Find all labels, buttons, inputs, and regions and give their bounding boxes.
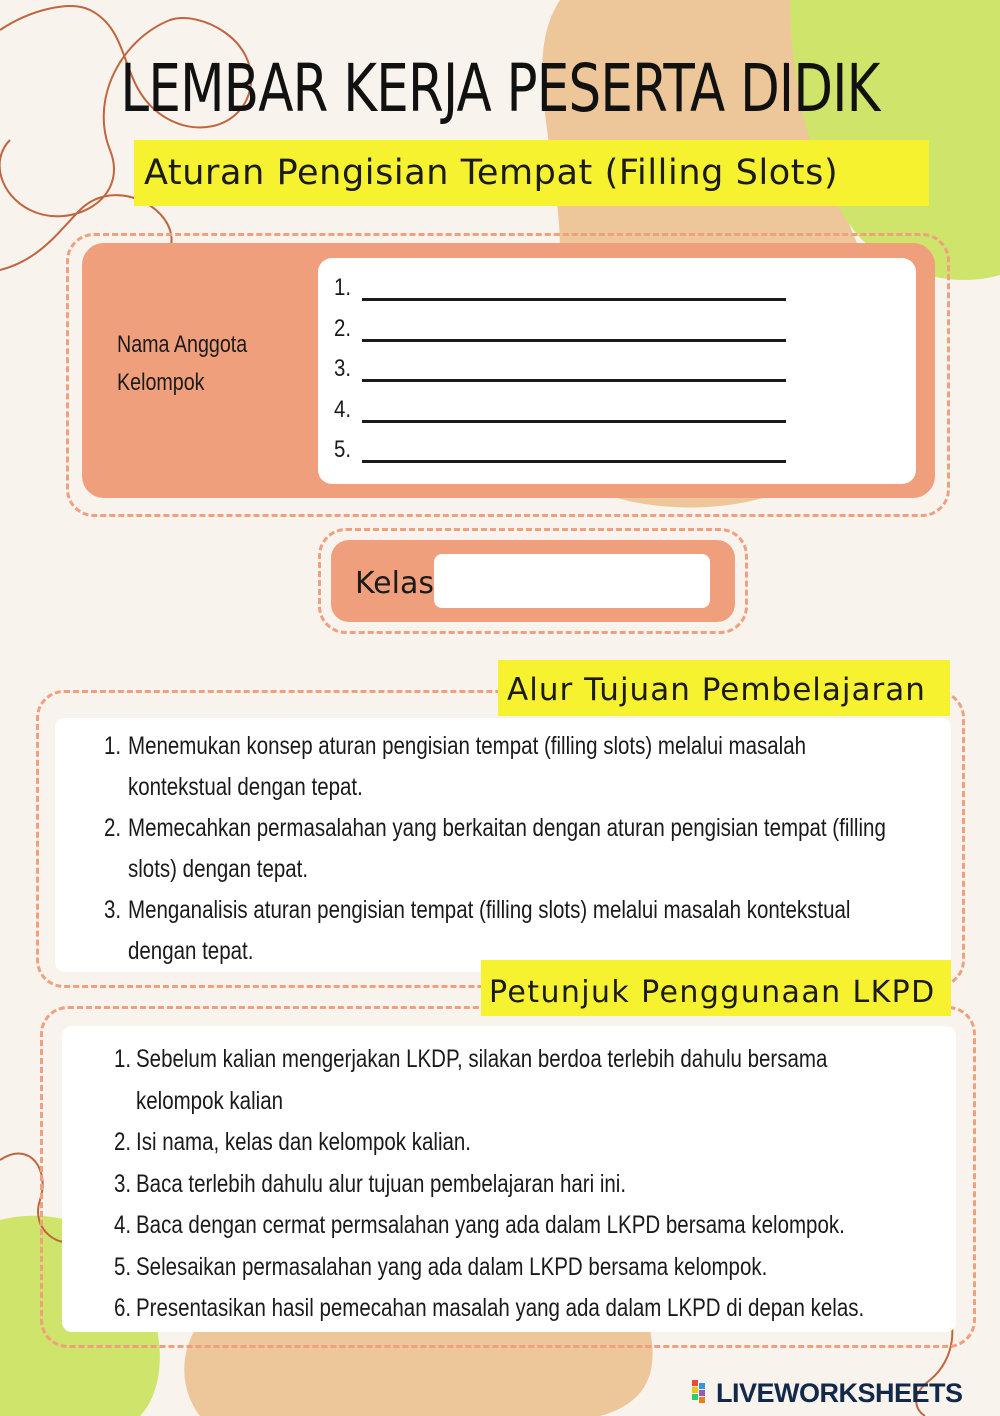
group-label-line2: Kelompok — [117, 369, 205, 396]
member-number: 1. — [334, 274, 352, 301]
member-field-1[interactable] — [334, 274, 794, 314]
atp-item-line1: Memecahkan permasalahan yang berkaitan dengan aturan pengisian tempat (filling — [128, 814, 886, 842]
petunjuk-item-number: 1. — [114, 1045, 132, 1073]
member-number: 3. — [334, 355, 352, 382]
member-blank-line[interactable] — [362, 339, 786, 342]
page-title: LEMBAR KERJA PESERTA DIDIK — [120, 50, 880, 127]
petunjuk-item — [114, 1164, 1000, 1206]
member-field-4[interactable] — [334, 396, 794, 436]
petunjuk-item-line2: kelompok kalian — [136, 1086, 283, 1115]
member-number: 4. — [334, 396, 352, 423]
petunjuk-item-number: 4. — [114, 1211, 132, 1239]
petunjuk-item — [114, 1205, 1000, 1247]
member-field-2[interactable] — [334, 315, 794, 355]
atp-item-line1: Menemukan konsep aturan pengisian tempat (filling slots) melalui masalah — [128, 732, 806, 760]
petunjuk-item-line1: Baca terlebih dahulu alur tujuan pembelajaran hari ini. — [136, 1169, 627, 1198]
atp-item — [104, 808, 1000, 890]
member-blank-line[interactable] — [362, 379, 786, 382]
petunjuk-item-line1: Sebelum kalian mengerjakan LKDP, silakan berdoa terlebih dahulu bersama — [136, 1045, 828, 1073]
group-label — [117, 326, 247, 402]
atp-item-line2: kontekstual dengan tepat. — [128, 773, 363, 801]
atp-heading: Alur Tujuan Pembelajaran — [498, 660, 950, 716]
petunjuk-heading: Petunjuk Penggunaan LKPD — [481, 960, 951, 1016]
member-blank-line[interactable] — [362, 460, 786, 463]
petunjuk-item — [114, 1247, 1000, 1289]
group-label-line1: Nama Anggota — [117, 331, 248, 358]
member-blank-line[interactable] — [362, 298, 786, 301]
petunjuk-item-line1: Baca dengan cermat permsalahan yang ada dalam LKPD bersama kelompok. — [136, 1211, 845, 1239]
atp-item — [104, 726, 1000, 808]
atp-item-number: 1. — [104, 732, 122, 760]
brand-watermark: LIVEWORKSHEETS — [716, 1378, 963, 1408]
member-field-5[interactable] — [334, 436, 794, 476]
atp-item-line2: dengan tepat. — [128, 937, 254, 965]
petunjuk-item — [114, 1039, 1000, 1122]
petunjuk-item-line1: Selesaikan permasalahan yang ada dalam LKPD bersama kelompok. — [136, 1252, 768, 1281]
atp-item-number: 2. — [104, 814, 122, 842]
petunjuk-item-number: 5. — [114, 1252, 132, 1281]
atp-item-line1: Menganalisis aturan pengisian tempat (filling slots) melalui masalah kontekstual — [128, 896, 851, 924]
member-field-3[interactable] — [334, 355, 794, 395]
kelas-input[interactable] — [434, 554, 710, 608]
petunjuk-list — [114, 1039, 1000, 1330]
liveworksheets-logo-icon — [692, 1380, 714, 1406]
member-number: 5. — [334, 436, 352, 463]
subtitle-banner: Aturan Pengisian Tempat (Filling Slots) — [134, 140, 929, 206]
atp-item-number: 3. — [104, 896, 122, 924]
atp-list — [104, 726, 1000, 972]
petunjuk-item-number: 3. — [114, 1169, 132, 1198]
kelas-label: Kelas — [355, 566, 434, 601]
atp-item-line2: slots) dengan tepat. — [128, 855, 309, 883]
petunjuk-item-number: 6. — [114, 1294, 132, 1322]
petunjuk-item-line1: Presentasikan hasil pemecahan masalah yang ada dalam LKPD di depan kelas. — [136, 1294, 865, 1322]
petunjuk-item-number: 2. — [114, 1128, 132, 1156]
petunjuk-item — [114, 1122, 1000, 1164]
petunjuk-item — [114, 1288, 1000, 1330]
member-blank-line[interactable] — [362, 420, 786, 423]
petunjuk-item-line1: Isi nama, kelas dan kelompok kalian. — [136, 1128, 472, 1156]
member-number: 2. — [334, 315, 352, 342]
